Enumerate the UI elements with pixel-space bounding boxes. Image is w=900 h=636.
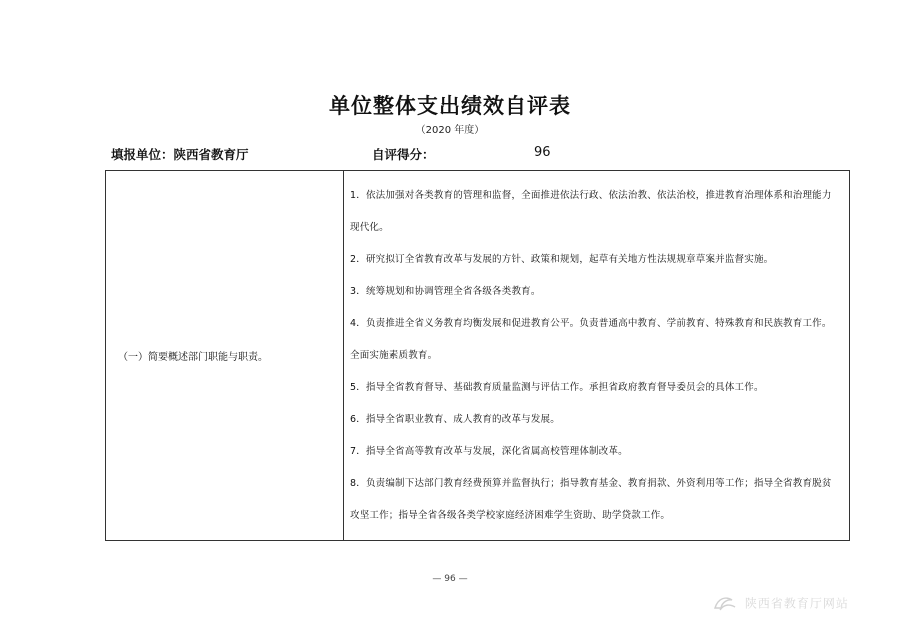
section-label: （一）简要概述部门职能与职责。: [106, 171, 344, 541]
watermark-logo-icon: [712, 594, 738, 614]
duty-item: 4．负责推进全省义务教育均衡发展和促进教育公平。负责普通高中教育、学前教育、特殊教育和民族教育工作。全面实施素质教育。: [350, 317, 832, 361]
site-watermark: [712, 594, 849, 614]
page-number: — 96 —: [432, 574, 468, 584]
duty-item: 3．统筹规划和协调管理全省各级各类教育。: [350, 285, 541, 297]
document-title: 单位整体支出绩效自评表: [329, 94, 571, 118]
self-score-label: 自评得分：: [372, 147, 435, 162]
year-label: （2020 年度）: [415, 125, 485, 136]
duty-item: 8．负责编制下达部门教育经费预算并监督执行；指导教育基金、教育捐款、外资利用等工作；指导全省教育脱贫攻坚工作；指导全省各级各类学校家庭经济困难学生资助、助学贷款工作。: [350, 477, 832, 521]
duties-cell: [344, 171, 850, 541]
duty-item: 2．研究拟订全省教育改革与发展的方针、政策和规划，起草有关地方性法规规章草案并监督实施。: [350, 253, 774, 265]
duty-item: 6．指导全省职业教育、成人教育的改革与发展。: [350, 413, 560, 425]
reporting-unit: 填报单位：陕西省教育厅: [111, 147, 249, 162]
duty-item: 7．指导全省高等教育改革与发展，深化省属高校管理体制改革。: [350, 445, 628, 457]
self-score-value: 96: [534, 145, 551, 160]
performance-table: [105, 170, 850, 541]
duty-item: 1．依法加强对各类教育的管理和监督，全面推进依法行政、依法治教、依法治校，推进教育治理体系和治理能力现代化。: [350, 189, 832, 233]
watermark-text: 陕西省教育厅网站: [744, 596, 849, 611]
table-row: [106, 171, 850, 541]
duty-item: 5．指导全省教育督导、基础教育质量监测与评估工作。承担省政府教育督导委员会的具体工作。: [350, 381, 764, 393]
